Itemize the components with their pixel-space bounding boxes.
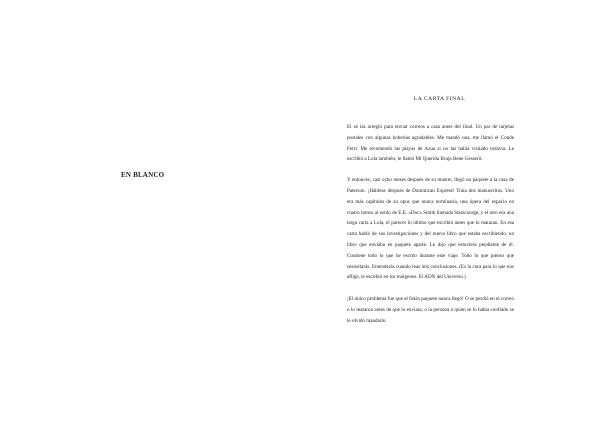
paragraph-2: Y entonces, casi ocho meses después de su muerte, llegó un paquete a la casa de Paterson. ¡Hablese después de Dominican Express! Traía dos manuscritos. Uno era más capítulos de su opus que nunca terminaría, una ópera del espacio en cuatro tomos al estilo de E.E. «Doc» Smith llamada Starscourge, y el otro era una larga carta a Lola, el parecer lo último que escribió antes que lo mataran. En esa carta habló de sus investigaciones y del nuevo libro que estaba escribiendo, un libro que enviaba en paquete aparte. Le dijo que estuviera pendiente de él. Contiene todo lo que he escrito durante este viaje. Todo lo que pienso que necesitarás. Entenderás cuando leas mis conclusiones. (Es la cura para lo que nos aflige, le escribió en los márgenes. El ADN del Universo.) [347, 177, 514, 281]
paragraph-3: ¡El único problema fue que el fokin paquete nunca llegó! O se perdió en el correo o lo mataron antes de que lo enviara, o la persona a quien se lo había confiado se le olvidó mandarlo. [347, 296, 514, 324]
section-label: EN BLANCO [121, 171, 165, 179]
paragraph-1: El se las arregló para enviar correos a casa antes del final. Un par de tarjetas postales con algunas boberías agradables. Me mandó una, me llamó el Conde Ferrr. Me recomendó las playas de Azua si no las había visitado todavía. Le escribió a Lola también; le llamó Mi Querida Bruja Bene Gesserit. [347, 124, 514, 163]
chapter-title: LA CARTA FINAL [413, 96, 466, 102]
text-column [347, 96, 514, 327]
